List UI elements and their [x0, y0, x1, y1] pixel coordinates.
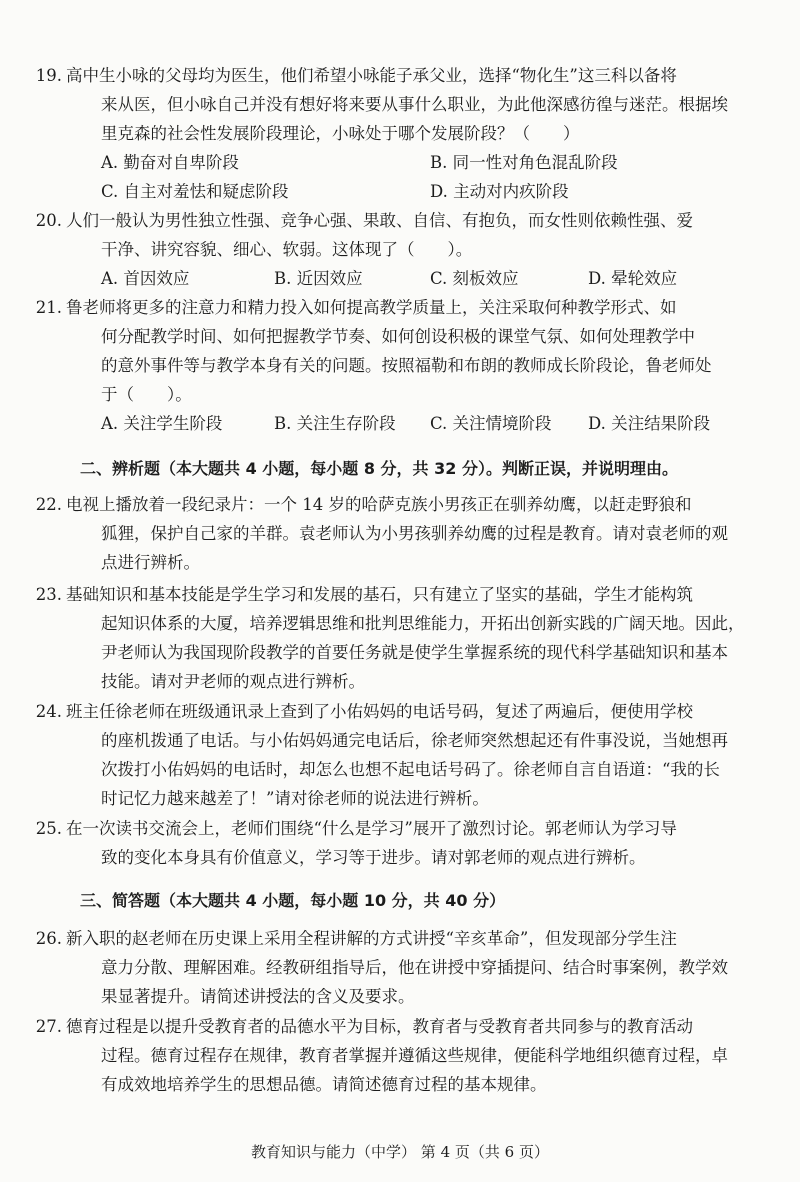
question-line	[0, 206, 800, 235]
question-line: 果显著提升。请简述讲授法的含义及要求。	[101, 987, 415, 1006]
option-d[interactable]: D. 关注结果阶段	[588, 414, 711, 433]
question-line: 技能。请对尹老师的观点进行辨析。	[101, 672, 365, 691]
question-line: 干净、讲究容貌、细心、软弱。这体现了（ ）。	[101, 240, 473, 259]
question-number: 27.	[35, 1017, 62, 1036]
option-a[interactable]: A. 勤奋对自卑阶段	[101, 153, 239, 172]
question-line	[0, 580, 800, 609]
question-line	[0, 293, 800, 322]
option-row	[0, 148, 800, 177]
question-line: 过程。德育过程存在规律，教育者掌握并遵循这些规律，便能科学地组织德育过程，卓	[101, 1046, 728, 1065]
question-20	[0, 206, 800, 293]
option-row	[0, 409, 800, 438]
question-line: 里克森的社会性发展阶段理论，小咏处于哪个发展阶段？（ ）	[101, 124, 580, 143]
question-number: 25.	[35, 819, 62, 838]
question-text: 高中生小咏的父母均为医生，他们希望小咏能子承父业，选择“物化生”这三科以备将	[66, 66, 677, 85]
question-line: 点进行辨析。	[101, 553, 200, 572]
section-heading-3	[0, 886, 800, 915]
question-line: 于（ ）。	[101, 385, 192, 404]
question-text: 新入职的赵老师在历史课上采用全程讲解的方式讲授“辛亥革命”，但发现部分学生注	[66, 929, 677, 948]
question-number: 24.	[35, 702, 62, 721]
question-number: 19.	[35, 66, 62, 85]
question-22	[0, 490, 800, 577]
option-row	[0, 177, 800, 206]
option-a[interactable]: A. 首因效应	[101, 269, 190, 288]
question-number: 26.	[35, 929, 62, 948]
question-19	[0, 61, 800, 206]
option-c[interactable]: C. 关注情境阶段	[430, 414, 552, 433]
question-text: 基础知识和基本技能是学生学习和发展的基石，只有建立了坚实的基础，学生才能构筑	[66, 585, 693, 604]
question-line: 起知识体系的大厦，培养逻辑思维和批判思维能力，开拓出创新实践的广阔天地。因此，	[101, 614, 745, 633]
question-line	[0, 814, 800, 843]
question-text: 电视上播放着一段纪录片：一个 14 岁的哈萨克族小男孩正在驯养幼鹰，以赶走野狼和	[66, 495, 692, 514]
question-text: 人们一般认为男性独立性强、竞争心强、果敢、自信、有抱负，而女性则依赖性强、爱	[66, 211, 693, 230]
section-title: 二、辨析题（本大题共 4 小题，每小题 8 分，共 32 分）。判断正误，并说明理由。	[80, 459, 678, 478]
question-line	[0, 1012, 800, 1041]
question-text: 德育过程是以提升受教育者的品德水平为目标，教育者与受教育者共同参与的教育活动	[66, 1017, 693, 1036]
question-27	[0, 1012, 800, 1099]
question-line: 的意外事件等与教学本身有关的问题。按照福勒和布朗的教师成长阶段论，鲁老师处	[101, 356, 712, 375]
question-line: 意力分散、理解困难。经教研组指导后，他在讲授中穿插提问、结合时事案例，教学效	[101, 958, 728, 977]
question-21	[0, 293, 800, 438]
question-text: 班主任徐老师在班级通讯录上查到了小佑妈妈的电话号码，复述了两遍后，便使用学校	[66, 702, 693, 721]
question-line: 何分配教学时间、如何把握教学节奏、如何创设积极的课堂气氛、如何处理教学中	[101, 327, 695, 346]
option-row	[0, 264, 800, 293]
question-line	[0, 924, 800, 953]
question-text: 在一次读书交流会上，老师们围绕“什么是学习”展开了激烈讨论。郭老师认为学习导	[66, 819, 677, 838]
question-number: 20.	[35, 211, 62, 230]
option-c[interactable]: C. 刻板效应	[430, 269, 519, 288]
question-line: 有成效地培养学生的思想品德。请简述德育过程的基本规律。	[101, 1075, 547, 1094]
question-24	[0, 697, 800, 813]
question-line	[0, 490, 800, 519]
question-number: 23.	[35, 585, 62, 604]
question-line: 的座机拨通了电话。与小佑妈妈通完电话后，徐老师突然想起还有件事没说，当她想再	[101, 731, 728, 750]
question-line: 狐狸，保护自己家的羊群。袁老师认为小男孩驯养幼鹰的过程是教育。请对袁老师的观	[101, 524, 728, 543]
question-25	[0, 814, 800, 872]
question-number: 21.	[35, 298, 62, 317]
option-a[interactable]: A. 关注学生阶段	[101, 414, 223, 433]
option-b[interactable]: B. 关注生存阶段	[274, 414, 396, 433]
question-26	[0, 924, 800, 1011]
section-title: 三、简答题（本大题共 4 小题，每小题 10 分，共 40 分）	[80, 891, 506, 910]
question-number: 22.	[35, 495, 62, 514]
option-b[interactable]: B. 近因效应	[274, 269, 363, 288]
question-text: 鲁老师将更多的注意力和精力投入如何提高教学质量上，关注采取何种教学形式、如	[66, 298, 677, 317]
question-line	[0, 61, 800, 90]
question-line: 尹老师认为我国现阶段教学的首要任务就是使学生掌握系统的现代科学基础知识和基本	[101, 643, 728, 662]
section-heading-2	[0, 454, 800, 483]
question-line: 次拨打小佑妈妈的电话时，却怎么也想不起电话号码了。徐老师自言自语道：“我的长	[101, 760, 720, 779]
question-line	[0, 697, 800, 726]
option-b[interactable]: B. 同一性对角色混乱阶段	[430, 153, 618, 172]
option-d[interactable]: D. 主动对内疚阶段	[430, 182, 569, 201]
question-line: 来从医，但小咏自己并没有想好将来要从事什么职业，为此他深感彷徨与迷茫。根据埃	[101, 95, 728, 114]
option-c[interactable]: C. 自主对羞怯和疑虑阶段	[101, 182, 289, 201]
option-d[interactable]: D. 晕轮效应	[588, 269, 678, 288]
question-line: 时记忆力越来越差了！”请对徐老师的说法进行辨析。	[101, 789, 489, 808]
question-line: 致的变化本身具有价值意义，学习等于进步。请对郭老师的观点进行辨析。	[101, 848, 646, 867]
page-footer: 教育知识与能力（中学） 第 4 页（共 6 页）	[251, 1143, 549, 1161]
question-23	[0, 580, 800, 696]
